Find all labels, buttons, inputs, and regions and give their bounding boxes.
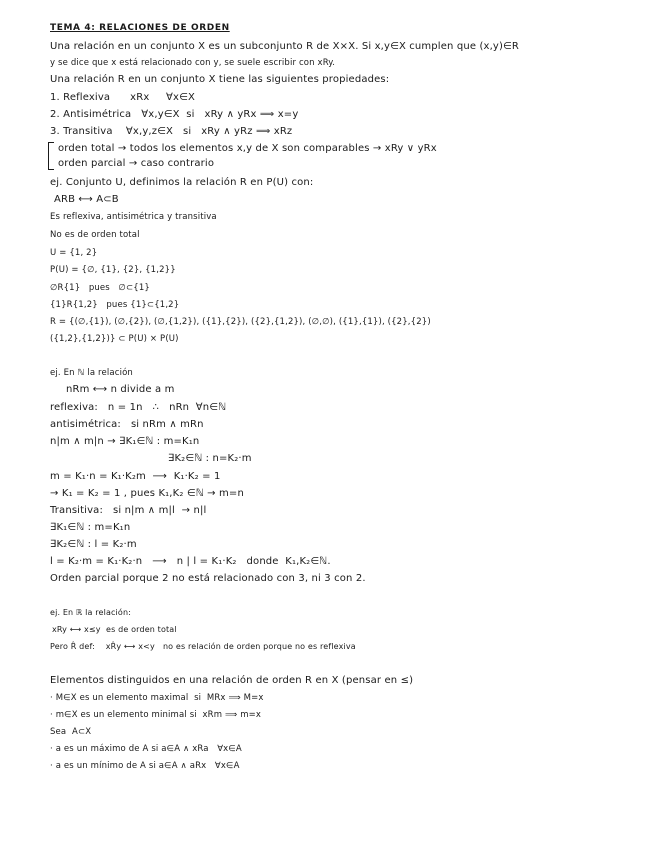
note-line: ej. Conjunto U, definimos la relación R en P(U) con: — [50, 177, 314, 188]
note-line: orden parcial → caso contrario — [58, 158, 215, 169]
order-bracket — [48, 142, 54, 170]
note-line: y se dice que x está relacionado con y, se suele escribir con xRy. — [50, 58, 336, 68]
note-line: orden total → todos los elementos x,y de X son comparables → xRy ∨ yRx — [58, 143, 437, 154]
note-line: → K₁ = K₂ = 1 , pues K₁,K₂ ∈ℕ → m=n — [50, 488, 244, 499]
note-line: 2. Antisimétrica ∀x,y∈X si xRy ∧ yRx ⟹ x=y — [50, 109, 299, 120]
note-line: ARB ⟷ A⊂B — [54, 194, 119, 205]
note-line: U = {1, 2} — [50, 248, 98, 258]
note-line: ({1,2},{1,2})} ⊂ P(U) × P(U) — [50, 334, 179, 344]
note-line: ∃K₂∈ℕ : n=K₂·m — [168, 453, 252, 464]
note-line: ej. En ℕ la relación — [50, 368, 133, 378]
page-title: TEMA 4: RELACIONES DE ORDEN — [50, 23, 230, 33]
note-line: · M∈X es un elemento maximal si MRx ⟹ M=x — [50, 693, 264, 703]
note-line: {1}R{1,2} pues {1}⊂{1,2} — [50, 300, 180, 310]
note-line: · a es un máximo de A si a∈A ∧ xRa ∀x∈A — [50, 744, 242, 754]
note-line: nRm ⟷ n divide a m — [66, 384, 175, 395]
note-line: · m∈X es un elemento minimal si xRm ⟹ m=x — [50, 710, 262, 720]
note-line: xRy ⟷ x≤y es de orden total — [52, 625, 177, 634]
note-line: Sea A⊂X — [50, 727, 92, 737]
note-line: Una relación R en un conjunto X tiene las siguientes propiedades: — [50, 74, 390, 85]
note-line: Orden parcial porque 2 no está relacionado con 3, ni 3 con 2. — [50, 573, 366, 584]
note-line: Una relación en un conjunto X es un subconjunto R de X×X. Si x,y∈X cumplen que (x,y)∈R — [50, 41, 519, 52]
note-line: n|m ∧ m|n → ∃K₁∈ℕ : m=K₁n — [50, 436, 200, 447]
note-line: No es de orden total — [50, 230, 140, 240]
note-line: reflexiva: n = 1n ∴ nRn ∀n∈ℕ — [50, 402, 227, 413]
note-line: m = K₁·n = K₁·K₂m ⟶ K₁·K₂ = 1 — [50, 471, 221, 482]
note-line: Transitiva: si n|m ∧ m|l → n|l — [50, 505, 207, 516]
note-line: ej. En ℝ la relación: — [50, 608, 132, 617]
note-line: Es reflexiva, antisimétrica y transitiva — [50, 212, 217, 222]
note-line: antisimétrica: si nRm ∧ mRn — [50, 419, 204, 430]
note-line: ∃K₁∈ℕ : m=K₁n — [50, 522, 131, 533]
note-line: 3. Transitiva ∀x,y,z∈X si xRy ∧ yRz ⟹ xRz — [50, 126, 293, 137]
note-line: 1. Reflexiva xRx ∀x∈X — [50, 92, 195, 103]
note-line: ∃K₂∈ℕ : l = K₂·m — [50, 539, 137, 550]
note-line: P(U) = {∅, {1}, {2}, {1,2}} — [50, 265, 176, 275]
note-line: ∅R{1} pues ∅⊂{1} — [50, 283, 150, 293]
note-line: Elementos distinguidos en una relación de orden R en X (pensar en ≤) — [50, 675, 414, 686]
note-line: Pero R̂ def: xR̂y ⟷ x<y no es relación de orden porque no es reflexiva — [50, 642, 356, 651]
note-line: l = K₂·m = K₁·K₂·n ⟶ n | l = K₁·K₂ donde K₁,K₂∈ℕ. — [50, 556, 331, 567]
note-line: · a es un mínimo de A si a∈A ∧ aRx ∀x∈A — [50, 761, 240, 771]
note-line: R = {(∅,{1}), (∅,{2}), (∅,{1,2}), ({1},{2}), ({2},{1,2}), (∅,∅), ({1},{1}), ({2},{2}) — [50, 317, 431, 327]
